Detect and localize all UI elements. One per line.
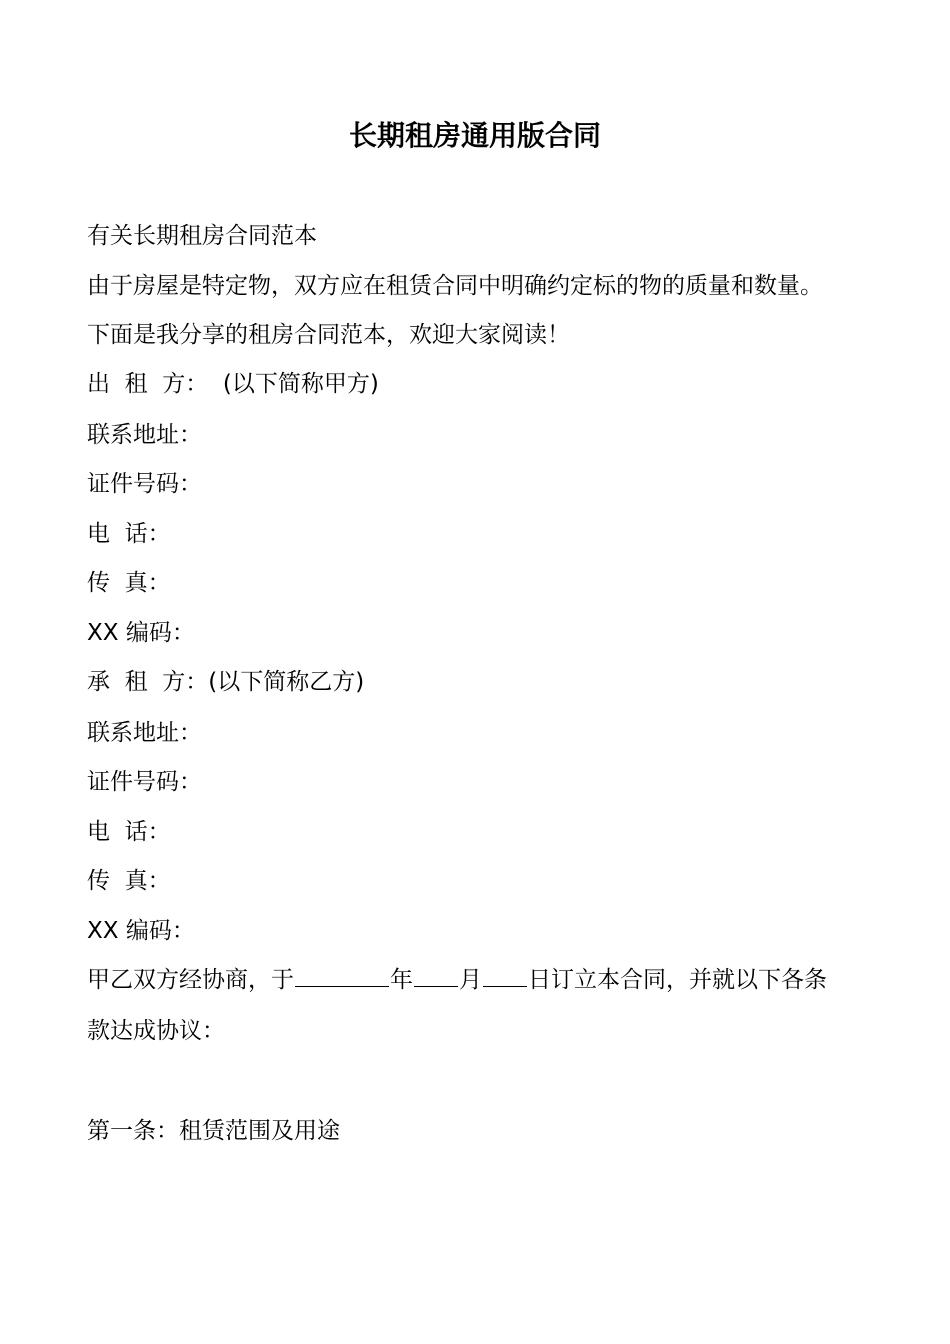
agreement-line-1 [87, 964, 827, 996]
day-blank[interactable] [483, 964, 527, 987]
lessee-id-number: 证件号码： [87, 769, 202, 795]
agreement-line-2: 款达成协议： [87, 1018, 225, 1044]
lessee-address: 联系地址： [87, 720, 202, 746]
intro-heading: 有关长期租房合同范本 [87, 223, 317, 249]
lessee-fax: 传 真： [87, 868, 171, 894]
agreement-month-unit: 月 [459, 967, 482, 993]
lessee-label: 承 租 方：(以下简称乙方) [87, 669, 365, 695]
agreement-year-unit: 年 [390, 967, 413, 993]
intro-line-1: 由于房屋是特定物，双方应在租赁合同中明确约定标的物的质量和数量。 [87, 273, 823, 299]
lessor-fax: 传 真： [87, 570, 171, 596]
lessor-phone: 电 话： [87, 521, 171, 547]
agreement-prefix: 甲乙双方经协商，于 [87, 967, 294, 993]
agreement-suffix: 日订立本合同，并就以下各条 [528, 967, 827, 993]
article-1-heading: 第一条：租赁范围及用途 [87, 1118, 340, 1144]
lessee-phone: 电 话： [87, 819, 171, 845]
year-blank[interactable] [295, 964, 389, 987]
lessor-id-number: 证件号码： [87, 471, 202, 497]
lessor-postcode: XX 编码： [87, 620, 195, 646]
document-title: 长期租房通用版合同 [348, 119, 601, 152]
lessor-address: 联系地址： [87, 422, 202, 448]
month-blank[interactable] [414, 964, 458, 987]
lessor-label: 出 租 方： (以下简称甲方) [87, 371, 379, 397]
intro-line-2: 下面是我分享的租房合同范本，欢迎大家阅读！ [87, 322, 570, 348]
lessee-postcode: XX 编码： [87, 918, 195, 944]
